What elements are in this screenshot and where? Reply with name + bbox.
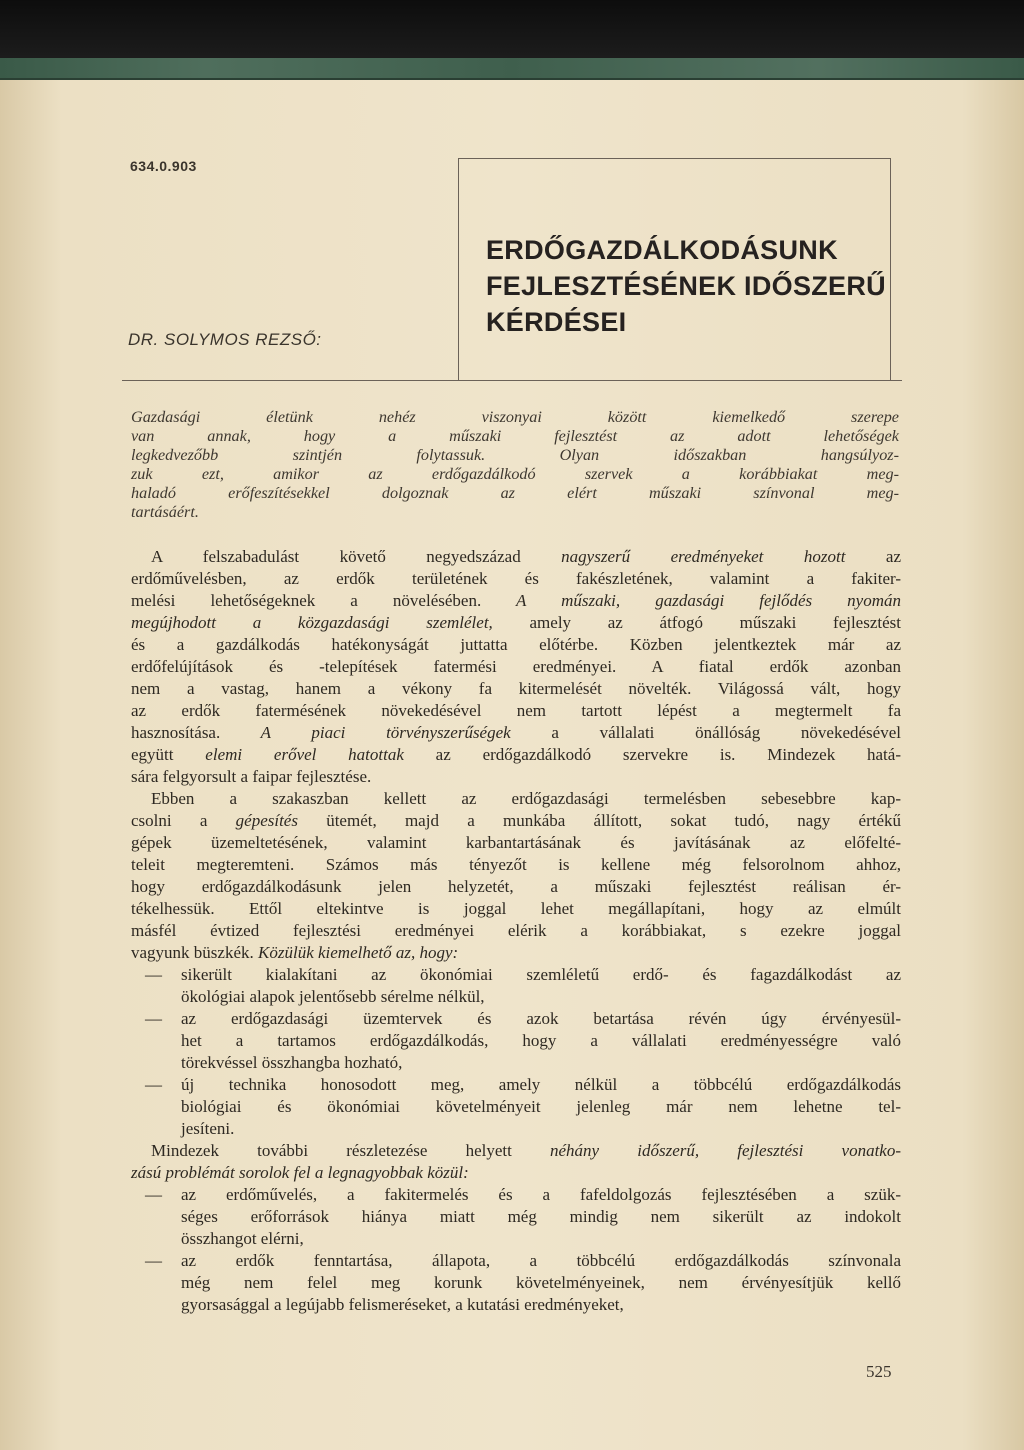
article-body: [131, 546, 901, 1316]
body-line: és a gazdálkodás hatékonyságát juttatta előtérbe. Közben jelentkeztek már az: [131, 635, 901, 654]
list-line: jesíteni.: [181, 1119, 235, 1138]
list-item: [131, 1008, 901, 1074]
body-line: gépek üzemeltetésének, valamint karbantartásának és javításának az előfelté-: [131, 833, 901, 852]
title-box-left-rule: [458, 158, 459, 380]
list-line: ökológiai alapok jelentősebb sérelme nélkül,: [181, 987, 485, 1006]
abstract-line: Gazdasági életünk nehéz viszonyai között kiemelkedő szerepe: [131, 408, 899, 426]
body-line: hogy erdőgazdálkodásunk jelen helyzetét, a műszaki fejlesztést reálisan ér-: [131, 877, 901, 896]
dash-bullet: —: [145, 1009, 162, 1028]
abstract: [131, 408, 899, 523]
body-line: Ebben a szakaszban kellett az erdőgazdasági termelésben sebesebbre kap-: [151, 789, 901, 808]
list-item: [131, 964, 901, 1008]
book-spine-strip: [0, 58, 1024, 80]
body-line: együtt elemi erővel hatottak az erdőgazdálkodó szervekre is. Mindezek hatá-: [131, 745, 901, 764]
abstract-line: van annak, hogy a műszaki fejlesztést az adott lehetőségek: [131, 427, 899, 446]
list-line: gyorsasággal a legújabb felismeréseket, a kutatási eredményeket,: [181, 1295, 624, 1314]
header-bottom-rule: [122, 380, 902, 381]
list-item: [131, 1184, 901, 1250]
body-line: nem a vastag, hanem a vékony fa kitermelését növelték. Világossá vált, hogy: [131, 679, 901, 698]
title-line: FEJLESZTÉSÉNEK IDŐSZERŰ: [486, 271, 886, 301]
page-number: 525: [866, 1362, 892, 1381]
dash-bullet: —: [145, 1075, 162, 1094]
title-line: ERDŐGAZDÁLKODÁSUNK: [486, 235, 838, 265]
paragraph: [131, 1140, 901, 1184]
list-line: — az erdők fenntartása, állapota, a többcélú erdőgazdálkodás színvonala: [145, 1251, 901, 1270]
scan-top-band: [0, 0, 1024, 58]
body-line: tékelhessük. Ettől eltekintve is joggal lehet megállapítani, hogy az elmúlt: [131, 899, 901, 918]
list-item: [131, 1250, 901, 1316]
abstract-line: zuk ezt, amikor az erdőgazdálkodó szervek a korábbiakat meg-: [131, 465, 899, 484]
body-line: sára felgyorsult a faipar fejlesztése.: [131, 767, 372, 786]
list-line: törekvéssel összhangba hozható,: [181, 1053, 403, 1072]
list-line: séges erőforrások hiánya miatt még mindig nem sikerült az indokolt: [181, 1207, 901, 1226]
list-line: het a tartamos erdőgazdálkodás, hogy a vállalati eredményességre való: [181, 1031, 901, 1050]
paragraph: [131, 546, 901, 788]
body-line: zású problémát sorolok fel a legnagyobbak közül:: [131, 1163, 469, 1182]
body-line: csolni a gépesítés ütemét, majd a munkába állított, sokat tudó, nagy értékű: [131, 811, 902, 830]
dash-bullet: —: [145, 965, 162, 984]
title-box-right-rule: [890, 158, 891, 380]
dash-bullet: —: [145, 1251, 162, 1270]
body-line: erdőfelújítások és -telepítések fatermési eredményei. A fiatal erdők azonban: [131, 657, 901, 676]
body-line: A felszabadulást követő negyedszázad nagyszerű eredményeket hozott az: [151, 547, 901, 566]
body-line: másfél évtized fejlesztési eredményei elérik a korábbiakat, s ezekre joggal: [131, 921, 901, 940]
list-line: összhangot elérni,: [181, 1229, 304, 1248]
paragraph: [131, 788, 901, 964]
dash-bullet: —: [145, 1185, 162, 1204]
author-name: DR. SOLYMOS REZSŐ:: [128, 330, 322, 349]
body-line: Mindezek további részletezése helyett néhány időszerű, fejlesztési vonatko-: [151, 1141, 902, 1160]
list-line: még nem felel meg korunk követelményeinek, nem érvényesítjük kellő: [181, 1273, 901, 1292]
bullet-list: [131, 964, 901, 1140]
body-line: megújhodott a közgazdasági szemlélet, amely az átfogó műszaki fejlesztést: [131, 613, 901, 632]
body-line: hasznosítása. A piaci törvényszerűségek a vállalati önállóság növekedésével: [131, 723, 901, 742]
list-line: biológiai és ökonómiai követelményeit jelenleg már nem lehetne tel-: [181, 1097, 901, 1116]
list-line: — sikerült kialakítani az ökonómiai szemléletű erdő- és fagazdálkodást az: [145, 965, 901, 984]
list-line: — az erdőgazdasági üzemtervek és azok betartása révén úgy érvényesül-: [145, 1009, 901, 1028]
body-line: az erdők fatermésének növekedésével nem tartott lépést a megtermelt fa: [131, 701, 901, 720]
body-line: erdőművelésben, az erdők területének és fakészletének, valamint a fakiter-: [131, 569, 901, 588]
title-line: KÉRDÉSEI: [486, 307, 627, 337]
abstract-line: tartásáért.: [131, 503, 199, 522]
abstract-line: haladó erőfeszítésekkel dolgoznak az elért műszaki színvonal meg-: [131, 484, 899, 503]
list-line: — az erdőművelés, a fakitermelés és a fafeldolgozás fejlesztésében a szük-: [145, 1185, 901, 1204]
title-box-top-rule: [458, 158, 890, 159]
body-line: teleit megteremteni. Számos más tényezőt is kellene még felsorolnom ahhoz,: [131, 855, 901, 874]
abstract-line: legkedvezőbb szintjén folytassuk. Olyan időszakban hangsúlyoz-: [131, 446, 899, 465]
classification-number: 634.0.903: [130, 158, 197, 174]
body-line: melési lehetőségeknek a növelésében. A műszaki, gazdasági fejlődés nyomán: [131, 591, 902, 610]
list-item: [131, 1074, 901, 1140]
bullet-list: [131, 1184, 901, 1316]
list-line: — új technika honosodott meg, amely nélkül a többcélú erdőgazdálkodás: [145, 1075, 901, 1094]
article-title: [486, 232, 886, 340]
body-line: vagyunk büszkék. Közülük kiemelhető az, hogy:: [131, 943, 459, 962]
